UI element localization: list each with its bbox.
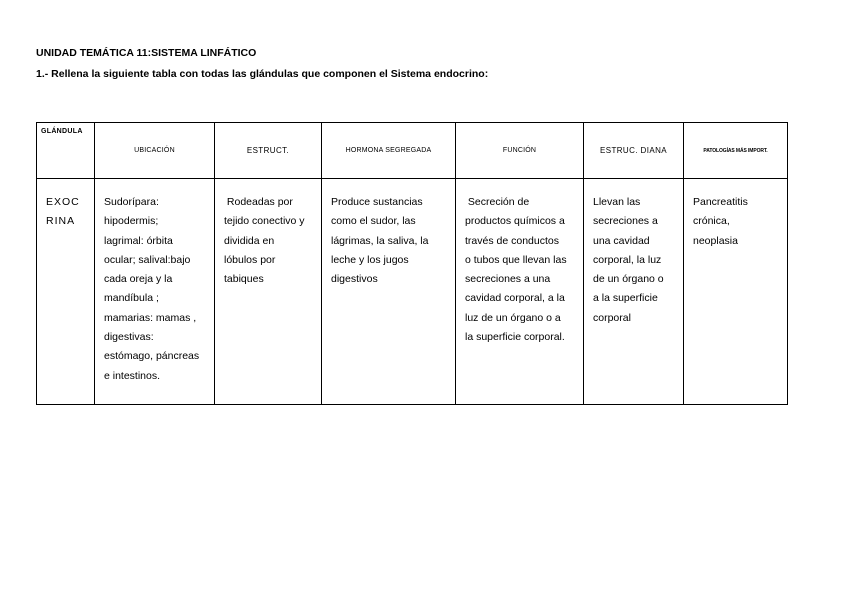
cell-line: mamarias: mamas , [104,311,197,324]
cell-line: corporal, la luz [593,253,662,266]
hormona-text [322,179,455,289]
glandula-line: RINA [46,215,76,228]
cell-line: Rodeadas por [224,196,293,208]
cell-line: e intestinos. [104,369,161,382]
cell-line: mandíbula ; [104,292,159,305]
cell-patologias [684,179,788,405]
glands-table [36,122,788,405]
glandula-line: EXOC [46,196,80,208]
cell-line: Pancreatitis [693,196,748,208]
cell-line: cada oreja y la [104,273,173,286]
cell-line: crónica, [693,215,730,228]
cell-line: cavidad corporal, a la [465,292,565,305]
cell-estruct [215,179,322,405]
cell-line: corporal [593,311,631,324]
cell-line: productos químicos a [465,215,565,228]
document-title: UNIDAD TEMÁTICA 11:SISTEMA LINFÁTICO [36,47,257,59]
cell-line: Llevan las [593,196,641,208]
header-hormona: HORMONA SEGREGADA [322,123,456,179]
header-glandula: GLÁNDULA [37,123,95,179]
header-funcion: FUNCIÓN [456,123,584,179]
cell-line: Sudorípara: [104,196,159,208]
cell-hormona [322,179,456,405]
header-patologias: PATOLOGÍAS MÁS IMPORT. [684,123,788,179]
cell-estruc-diana [584,179,684,405]
header-estruct: ESTRUCT. [215,123,322,179]
header-ubicacion: UBICACIÓN [95,123,215,179]
cell-line: dividida en [224,234,275,247]
funcion-text [456,179,583,347]
cell-ubicacion [95,179,215,405]
header-estruc-diana: ESTRUC. DIANA [584,123,684,179]
cell-line: tabiques [224,273,264,286]
cell-line: como el sudor, las [331,215,416,228]
cell-line: la superficie corporal. [465,331,565,344]
patologias-text [684,179,787,251]
cell-line: estómago, páncreas [104,350,200,363]
cell-line: secreciones a [593,215,658,228]
exercise-instruction: 1.- Rellena la siguiente tabla con todas las glándulas que componen el Sistema endocrino: [36,68,489,80]
cell-line: Produce sustancias [331,196,423,208]
diana-text [584,179,683,328]
cell-line: una cavidad [593,234,650,247]
ubicacion-text [95,179,214,386]
cell-line: neoplasia [693,234,738,247]
cell-line: hipodermis; [104,215,159,228]
cell-line: de un órgano o [593,273,664,286]
cell-glandula [37,179,95,405]
cell-line: lágrimas, la saliva, la [331,234,429,247]
table-header-row [37,123,788,179]
cell-line: secreciones a una [465,273,551,286]
cell-line: o tubos que llevan las [465,253,567,266]
cell-line: digestivas: [104,331,154,344]
estruct-text [215,179,321,289]
cell-line: lóbulos por [224,253,276,266]
cell-line: través de conductos [465,234,559,247]
cell-line: a la superficie [593,292,658,305]
cell-funcion [456,179,584,405]
cell-line: tejido conectivo y [224,215,305,228]
cell-line: ocular; salival:bajo [104,253,191,266]
cell-line: leche y los jugos [331,253,409,266]
cell-line: lagrimal: órbita [104,234,173,247]
table-row [37,179,788,405]
cell-line: digestivos [331,273,378,286]
cell-line: Secreción de [465,196,530,208]
cell-line: luz de un órgano o a [465,311,561,324]
